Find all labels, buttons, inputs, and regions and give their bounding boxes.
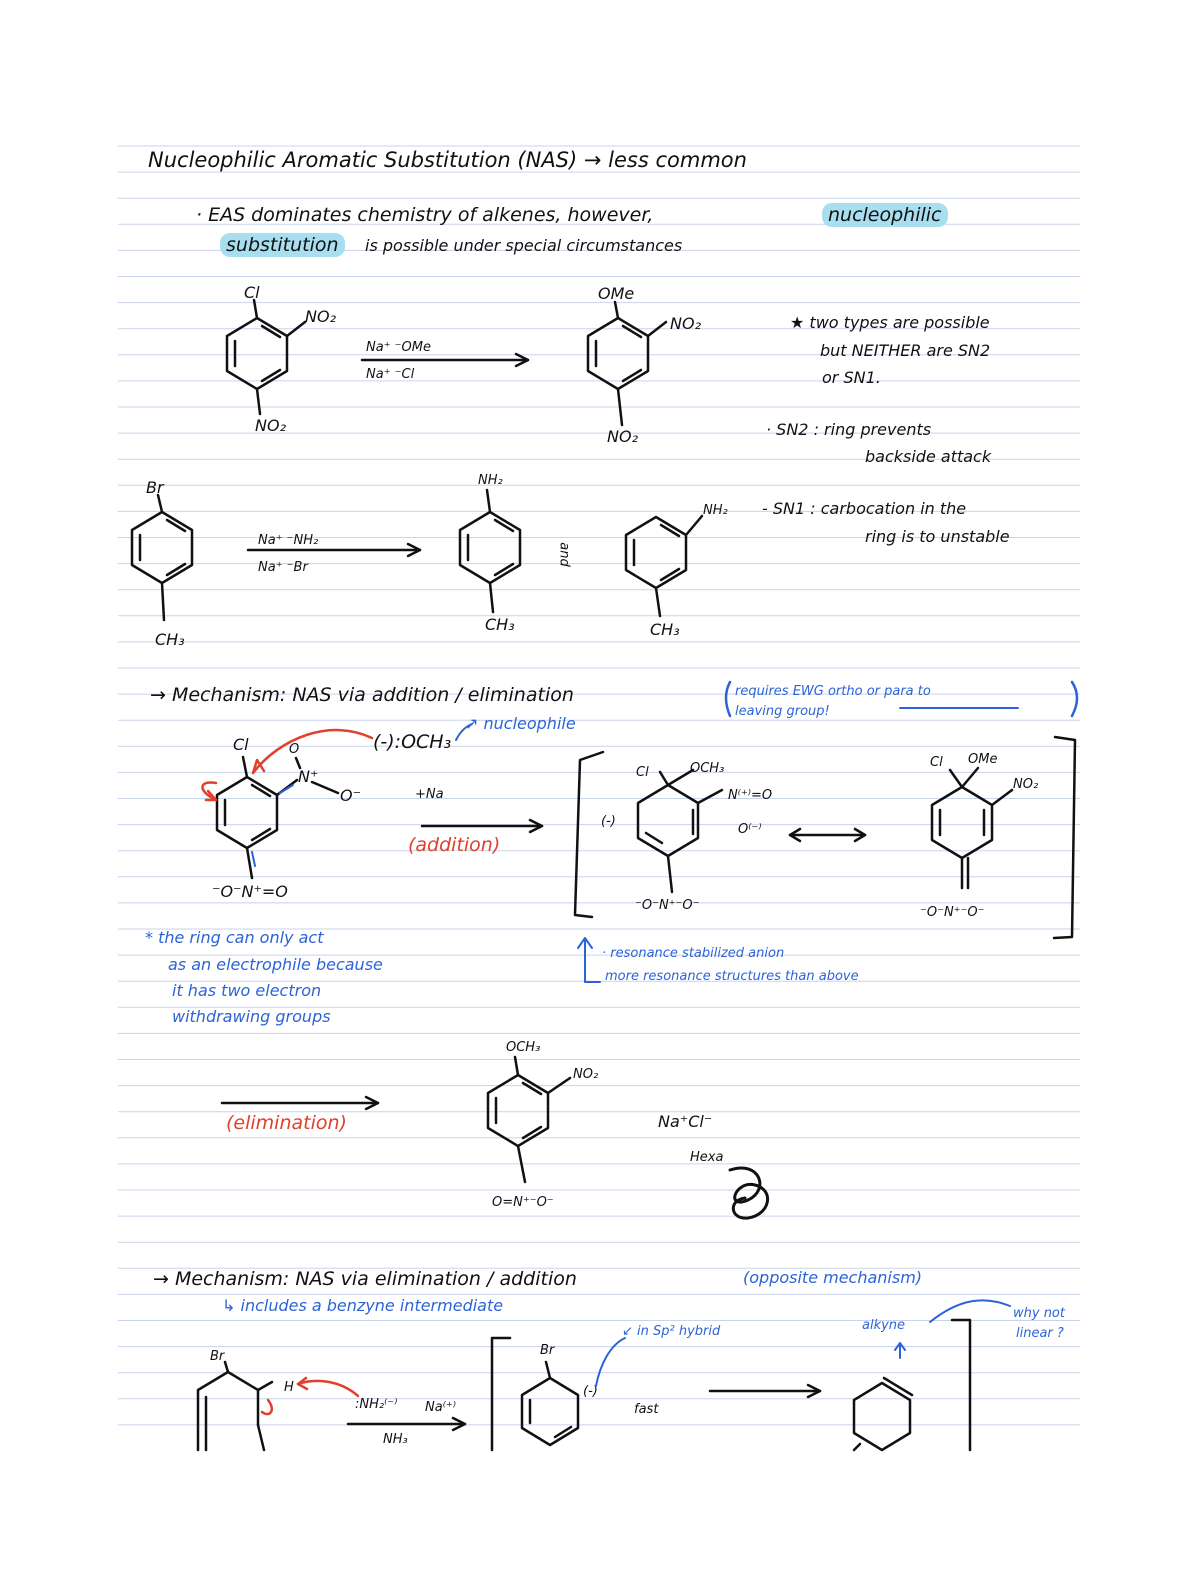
rxn1-reagent-bottom: Na⁺ ⁻Cl	[366, 367, 415, 382]
resonance-note-1: · resonance stabilized anion	[602, 946, 785, 961]
ring-note-1: * the ring can only act	[145, 928, 324, 947]
int2-ome: OMe	[968, 752, 998, 767]
mech2-nh2: :NH₂⁽⁻⁾	[355, 1397, 398, 1412]
mech1-substrate-ring	[217, 757, 338, 878]
mech2-benzyne-note: ↳ includes a benzyne intermediate	[222, 1296, 504, 1315]
rxn2-substrate-ring	[132, 495, 192, 620]
mech1-nucleophile: (-):OCH₃	[373, 731, 452, 753]
resonance-note-2: more resonance structures than above	[605, 969, 859, 984]
rxn2-and: and	[556, 542, 572, 567]
mech2-heading: → Mechanism: NAS via elimination / addition	[153, 1268, 577, 1290]
mech1-nacl: Na⁺Cl⁻	[658, 1112, 713, 1131]
side-note-1: ★ two types are possible	[790, 313, 990, 332]
int1-charge: (-)	[601, 814, 616, 829]
rxn1-product-ring	[588, 302, 666, 425]
rxn2-product2-ring	[626, 516, 702, 616]
mech2-nh3: NH₃	[383, 1432, 408, 1447]
scribble	[730, 1168, 768, 1218]
mech2-opposite-note: (opposite mechanism)	[743, 1268, 923, 1287]
mech1-intermediate2-ring	[932, 768, 1012, 888]
page-title: Nucleophilic Aromatic Substitution (NAS) → less common	[148, 148, 747, 172]
side-note-6: - SN1 : carbocation in the	[762, 499, 967, 518]
int1-cl: Cl	[636, 765, 649, 780]
side-note-5: backside attack	[865, 447, 992, 466]
mech1-intermediate1-ring	[638, 770, 722, 892]
intro-line-2: is possible under special circumstances	[365, 236, 683, 255]
mech1-requirement-note: requires EWG ortho or para to	[735, 684, 931, 699]
side-note-3: or SN1.	[822, 368, 881, 387]
rxn2-prod1-nh2: NH₂	[478, 473, 503, 488]
mech1-sub-n-plus: N⁺	[298, 767, 319, 786]
rxn2-sub-ch3: CH₃	[155, 630, 185, 649]
rxn2-product1-ring	[460, 490, 520, 612]
mech1-nucleophile-label: ↗ nucleophile	[465, 714, 576, 733]
int2-bottom: ⁻O⁻N⁺⁻O⁻	[920, 905, 985, 920]
mech1-sub-o: O	[289, 742, 300, 757]
mech1-sub-cl: Cl	[233, 735, 249, 754]
mech2-carbanion: (-)	[583, 1384, 598, 1399]
rxn1-reagent-top: Na⁺ ⁻OMe	[366, 340, 431, 355]
rxn2-reagent-bottom: Na⁺ ⁻Br	[258, 560, 308, 575]
rxn1-sub-no2-top: NO₂	[305, 307, 336, 326]
mech2-fast: fast	[634, 1402, 659, 1417]
mech1-product-ring	[488, 1057, 570, 1182]
int2-cl: Cl	[930, 755, 943, 770]
mech1-scribble-text: Hexa	[690, 1150, 724, 1165]
int1-no2: N⁽⁺⁾=O	[728, 788, 773, 803]
mech1-na: +Na	[415, 787, 444, 802]
mech2-na-plus: Na⁽⁺⁾	[425, 1400, 456, 1415]
mech1-addition-label: (addition)	[408, 834, 501, 856]
rxn1-prod-no2-top: NO₂	[670, 314, 701, 333]
mech2-why-not: why not	[1013, 1306, 1065, 1321]
mech1-prod-bottom: O=N⁺⁻O⁻	[492, 1195, 554, 1210]
rxn1-sub-no2-bottom: NO₂	[255, 416, 286, 435]
mech2-h: H	[284, 1380, 294, 1395]
mech2-sp2-note: ↙ in Sp² hybrid	[622, 1324, 721, 1339]
int1-och3: OCH₃	[690, 761, 725, 776]
mech1-prod-och3: OCH₃	[506, 1040, 541, 1055]
ring-note-4: withdrawing groups	[172, 1007, 331, 1026]
ring-note-3: it has two electron	[172, 981, 322, 1000]
highlight-substitution: substitution	[220, 233, 345, 257]
rxn1-substrate-ring	[227, 300, 305, 414]
side-note-7: ring is to unstable	[865, 527, 1010, 546]
side-note-4: · SN2 : ring prevents	[766, 420, 932, 439]
rxn2-prod2-ch3: CH₃	[650, 620, 680, 639]
mech1-sub-o-minus: O⁻	[340, 786, 362, 805]
mech1-requirement-note-2: leaving group!	[735, 704, 830, 719]
rxn2-sub-br: Br	[146, 478, 164, 497]
mech2-benzyne-ring	[522, 1362, 578, 1445]
ring-note-2: as an electrophile because	[168, 955, 383, 974]
mech1-heading: → Mechanism: NAS via addition / elimination	[150, 684, 574, 706]
intro-line-1: · EAS dominates chemistry of alkenes, however,	[196, 204, 654, 226]
rxn2-reagent-top: Na⁺ ⁻NH₂	[258, 533, 319, 548]
mech1-prod-no2: NO₂	[573, 1067, 599, 1082]
rxn1-sub-cl: Cl	[244, 283, 260, 302]
mech2-substrate-ring	[198, 1362, 272, 1450]
mech2-br-1: Br	[210, 1349, 225, 1364]
rxn2-prod1-ch3: CH₃	[485, 615, 515, 634]
int2-no2: NO₂	[1013, 777, 1039, 792]
mech1-elimination-label: (elimination)	[226, 1112, 347, 1134]
int1-o-minus: O⁽⁻⁾	[738, 822, 762, 837]
int1-bottom: ⁻O⁻N⁺⁻O⁻	[635, 898, 700, 913]
mech1-sub-bottom-no2: ⁻O⁻N⁺=O	[212, 882, 288, 901]
rxn2-prod2-nh2: NH₂	[703, 503, 728, 518]
mech2-linear: linear ?	[1016, 1326, 1064, 1341]
highlight-nucleophilic: nucleophilic	[822, 203, 948, 227]
mech2-alkyne-label: alkyne	[862, 1318, 906, 1333]
rxn1-prod-ome: OMe	[598, 284, 635, 303]
side-note-2: but NEITHER are SN2	[820, 341, 991, 360]
mech2-final-ring	[854, 1378, 912, 1450]
rxn1-prod-no2-bottom: NO₂	[607, 427, 638, 446]
mech2-br-2: Br	[540, 1343, 555, 1358]
